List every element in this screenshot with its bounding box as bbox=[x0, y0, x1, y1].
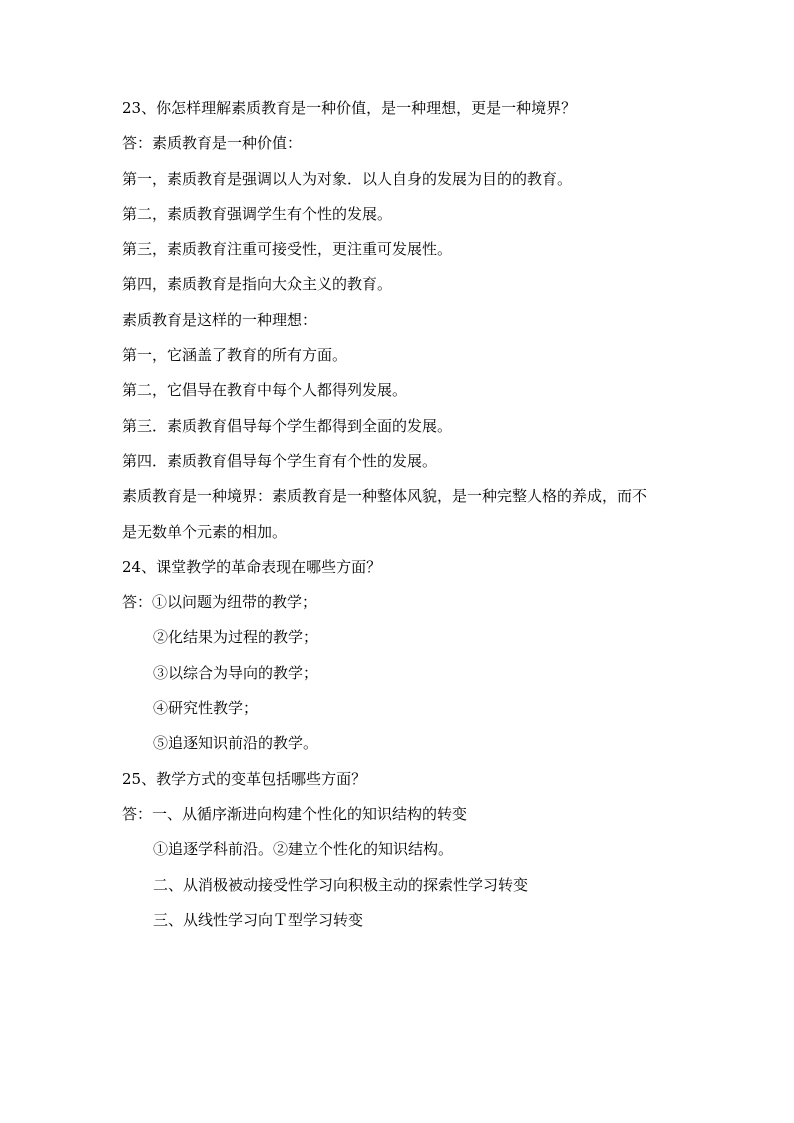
value-point-2: 第二，素质教育强调学生有个性的发展。 bbox=[122, 204, 393, 223]
ideal-point-2: 第二，它倡导在教育中每个人都得列发展。 bbox=[122, 381, 408, 400]
document-body bbox=[122, 98, 682, 945]
value-point-3: 第三，素质教育注重可接受性，更注重可发展性。 bbox=[122, 240, 453, 259]
answer-25-subitems: ①追逐学科前沿。②建立个性化的知识结构。 bbox=[153, 840, 454, 859]
ideal-point-3: 第三．素质教育倡导每个学生都得到全面的发展。 bbox=[122, 416, 453, 435]
realm-line-2: 是无数单个元素的相加。 bbox=[122, 522, 288, 541]
question-24: 24、课堂教学的革命表现在哪些方面？ bbox=[122, 557, 382, 576]
question-25: 25、教学方式的变革包括哪些方面？ bbox=[122, 769, 367, 788]
answer-25-item-1: 答：一、从循序渐进向构建个性化的知识结构的转变 bbox=[122, 804, 468, 823]
answer-24-item-2: ②化结果为过程的教学； bbox=[153, 628, 319, 647]
value-point-1: 第一，素质教育是强调以人为对象．以人自身的发展为目的的教育。 bbox=[122, 169, 573, 188]
realm-line-1: 素质教育是一种境界：素质教育是一种整体风貌，是一种完整人格的养成，而不 bbox=[122, 487, 648, 506]
answer-24-item-3: ③以综合为导向的教学； bbox=[153, 663, 319, 682]
answer-24-item-1: 答：①以问题为纽带的教学； bbox=[122, 593, 318, 612]
answer-25-item-3: 三、从线性学习向Ｔ型学习转变 bbox=[153, 910, 364, 929]
value-point-4: 第四，素质教育是指向大众主义的教育。 bbox=[122, 275, 393, 294]
ideal-intro: 素质教育是这样的一种理想： bbox=[122, 310, 318, 329]
answer-25-item-2: 二、从消极被动接受性学习向积极主动的探索性学习转变 bbox=[153, 875, 529, 894]
answer-24-item-4: ④研究性教学； bbox=[153, 699, 259, 718]
question-23: 23、你怎样理解素质教育是一种价值，是一种理想，更是一种境界？ bbox=[122, 99, 577, 117]
answer-24-item-5: ⑤追逐知识前沿的教学。 bbox=[153, 734, 319, 753]
ideal-point-4: 第四．素质教育倡导每个学生育有个性的发展。 bbox=[122, 451, 438, 470]
ideal-point-1: 第一，它涵盖了教育的所有方面。 bbox=[122, 346, 348, 365]
answer-23-intro: 答：素质教育是一种价值： bbox=[122, 134, 303, 153]
